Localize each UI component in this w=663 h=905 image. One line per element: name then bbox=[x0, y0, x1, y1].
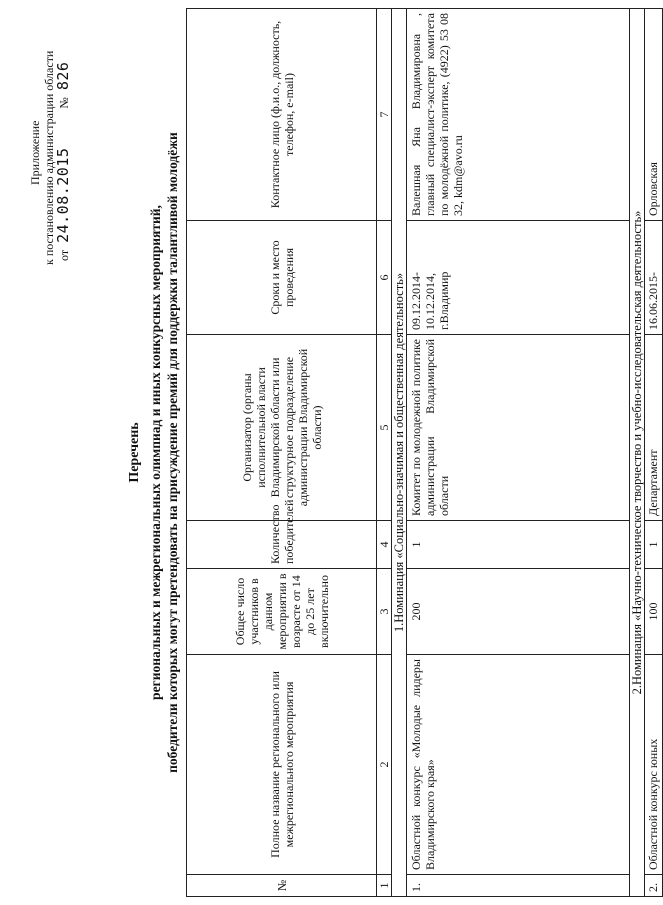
document-heading bbox=[126, 0, 181, 905]
col-header-participants: Общее число участников в данном мероприятии в возрасте от 14 до 25 лет включительно bbox=[187, 569, 377, 655]
number-prefix: № bbox=[57, 97, 71, 109]
event-name: Областной конкурс «Молодые лидеры Владимирского края» bbox=[407, 655, 630, 875]
resolution-date: 24.08.2015 bbox=[54, 147, 72, 243]
col-header-dates: Сроки и место проведения bbox=[187, 221, 377, 335]
row-number: 2. bbox=[645, 875, 663, 897]
organizer: Департамент bbox=[645, 335, 663, 521]
column-number-row bbox=[377, 9, 392, 897]
appendix-resolution-line: к постановлению администрации области bbox=[42, 50, 56, 265]
column-number: 1 bbox=[377, 875, 392, 897]
table-row bbox=[645, 9, 663, 897]
event-dates: 09.12.2014-10.12.2014, г.Владимир bbox=[407, 221, 630, 335]
organizer: Комитет по молодежной политике администрации Владимирской области bbox=[407, 335, 630, 521]
column-number: 7 bbox=[377, 9, 392, 221]
column-number: 2 bbox=[377, 655, 392, 875]
contact-person: Орловская bbox=[645, 9, 663, 221]
heading-line-1: региональных и межрегиональных олимпиад и иных конкурсных мероприятий, bbox=[148, 205, 163, 700]
resolution-number: 826 bbox=[54, 61, 72, 91]
heading-title: Перечень bbox=[127, 422, 142, 483]
nomination-row-2 bbox=[630, 9, 645, 897]
table-row bbox=[407, 9, 630, 897]
participants-count: 200 bbox=[407, 569, 630, 655]
appendix-title: Приложение bbox=[28, 120, 42, 185]
appendix-block bbox=[28, 15, 71, 265]
winners-count: 1 bbox=[645, 521, 663, 569]
date-prefix: от bbox=[57, 249, 71, 261]
appendix-date-line bbox=[56, 15, 71, 265]
nomination-1-title: 1.Номинация «Социально-значимая и общественная деятельность» bbox=[392, 9, 407, 897]
column-number: 6 bbox=[377, 221, 392, 335]
participants-count: 100 bbox=[645, 569, 663, 655]
winners-count: 1 bbox=[407, 521, 630, 569]
column-number: 5 bbox=[377, 335, 392, 521]
table-header-row bbox=[187, 9, 377, 897]
nomination-2-title: 2.Номинация «Научно-техническое творчество и учебно-исследовательская деятельность» bbox=[630, 9, 645, 897]
col-header-winners: Количество победителей bbox=[187, 521, 377, 569]
col-header-name: Полное название регионального или межрегионального мероприятия bbox=[187, 655, 377, 875]
row-number: 1. bbox=[407, 875, 630, 897]
event-dates: 16.06.2015- bbox=[645, 221, 663, 335]
col-header-number: № bbox=[187, 875, 377, 897]
col-header-organizer: Организатор (органы исполнительной власти Владимирской области или структурное подразделение администрации Владимирской области) bbox=[187, 335, 377, 521]
nomination-row-1 bbox=[392, 9, 407, 897]
events-table bbox=[186, 8, 663, 897]
event-name: Областной конкурс юных bbox=[645, 655, 663, 875]
column-number: 4 bbox=[377, 521, 392, 569]
col-header-contact: Контактное лицо (ф.и.о., должность, телефон, e-mail) bbox=[187, 9, 377, 221]
contact-person: Валешная Яна Владимировна , главный специалист-эксперт комитета по молодёжной политике, (4922) 53 08 32, kdm@avo.ru bbox=[407, 9, 630, 221]
heading-line-2: победители которых могут претендовать на присуждение премий для поддержки талантливой молодёжи bbox=[165, 132, 180, 773]
column-number: 3 bbox=[377, 569, 392, 655]
